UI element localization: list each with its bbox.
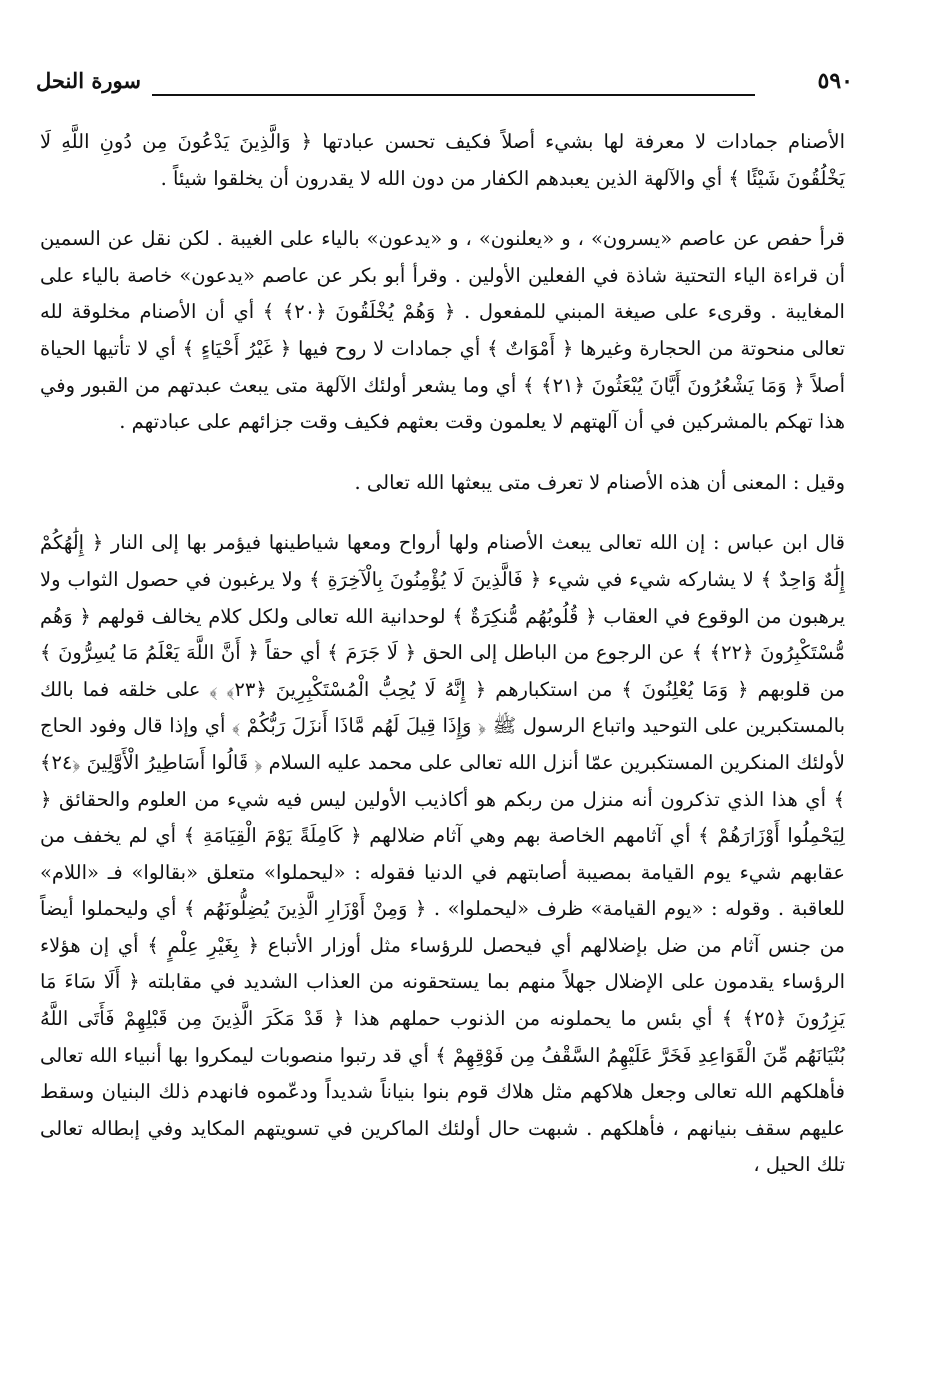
body-text [40,124,845,1200]
header-rule [152,94,755,96]
page-header [36,64,867,104]
surah-title: سورة النحل [36,68,141,93]
paragraph: قرأ حفص عن عاصم «يسرون» ، و «يعلنون» ، و «يدعون» بالياء على الغيبة . لكن نقل عن السمين أن قراءة الياء التحتية شاذة في الفعلين الأولين . وقرأ أبو بكر عن عاصم «يدعون» خاصة بالياء على المغايبة . وقرىء على صيغة المبني للمفعول . ﴿ وَهُمْ يُخْلَقُونَ ﴿٢٠﴾ ﴾ أي أن الأصنام مخلوقة لله تعالى منحوتة من الحجارة وغيرها ﴿ أَمْوَاتٌ ﴾ أي جمادات لا روح فيها ﴿ غَيْرُ أَحْيَاءٍ ﴾ أي لا تأتيها الحياة أصلاً ﴿ وَمَا يَشْعُرُونَ أَيَّانَ يُبْعَثُونَ ﴿٢١﴾ ﴾ أي وما يشعر أولئك الآلهة متى يبعث عبدتهم من القبور وفي هذا تهكم بالمشركين في أن آلهتهم لا يعلمون وقت بعثهم فكيف وقت جزائهم على عبادتهم . [40,227,846,434]
paragraph: وقيل : المعنى أن هذه الأصنام لا تعرف متى يبعثها الله تعالى . [354,470,845,494]
page-number: ٥٩٠ [817,68,853,94]
paragraph: الأصنام جمادات لا معرفة لها بشيء أصلاً فكيف تحسن عبادتها ﴿ وَالَّذِينَ يَدْعُونَ مِن دُونِ اللَّهِ لَا يَخْلُقُونَ شَيْئًا ﴾ أي والآلهة الذين يعبدهم الكفار من دون الله لا يقدرون أن يخلقوا شيئاً . [40,130,845,190]
paragraph: قال ابن عباس : إن الله تعالى يبعث الأصنام ولها أرواح ومعها شياطينها فيؤمر بها إلى النار ﴿ إِلَٰهُكُمْ إِلَٰهٌ وَاحِدٌ ﴾ لا يشاركه شيء في شيء ﴿ فَالَّذِينَ لَا يُؤْمِنُونَ بِالْآخِرَةِ ﴾ ولا يرغبون في حصول الثواب ولا يرهبون من الوقوع في العقاب ﴿ قُلُوبُهُم مُّنكِرَةٌ ﴾ لوحدانية الله تعالى ولكل كلام يخالف قولهم ﴿ وَهُم مُّسْتَكْبِرُونَ ﴿٢٢﴾ ﴾ عن الرجوع من الباطل إلى الحق ﴿ لَا جَرَمَ ﴾ أي حقاً ﴿ أَنَّ اللَّهَ يَعْلَمُ مَا يُسِرُّونَ ﴾ من قلوبهم ﴿ وَمَا يُعْلِنُونَ ﴾ من استكبارهم ﴿ إِنَّهُ لَا يُحِبُّ الْمُسْتَكْبِرِينَ ﴿٢٣﴾ ﴾ على خلقه فما بالك بالمستكبرين على التوحيد واتباع الرسول ﷺ ﴿ وَإِذَا قِيلَ لَهُم مَّاذَا أَنزَلَ رَبُّكُمْ ﴾ أي وإذا قال وفود الحاج لأولئك المنكرين المستكبرين عمّا أنزل الله تعالى على محمد عليه السلام ﴿ قَالُوا أَسَاطِيرُ الْأَوَّلِينَ ﴿٢٤﴾ ﴾ أي هذا الذي تذكرون أنه منزل من ربكم هو أكاذيب الأولين ليس فيه شيء من العلوم والحقائق ﴿ لِيَحْمِلُوا أَوْزَارَهُمْ ﴾ أي آثامهم الخاصة بهم وهي آثام ضلالهم ﴿ كَامِلَةً يَوْمَ الْقِيَامَةِ ﴾ أي لم يخفف من عقابهم شيء يوم القيامة بمصيبة أصابتهم في الدنيا فقوله : «ليحملوا» متعلق «بقالوا» فـ «اللام» للعاقبة . وقوله : «يوم القيامة» ظرف «ليحملوا» . ﴿ وَمِنْ أَوْزَارِ الَّذِينَ يُضِلُّونَهُم ﴾ أي وليحملوا أيضاً من جنس آثام من ضل بإضلالهم أي فيحصل للرؤساء مثل أوزار الأتباع ﴿ بِغَيْرِ عِلْمٍ ﴾ أي إن هؤلاء الرؤساء يقدمون على الإضلال جهلاً منهم بما يستحقونه من العذاب الشديد في مقابلته ﴿ أَلَا سَاءَ مَا يَزِرُونَ ﴿٢٥﴾ ﴾ أي بئس ما يحملونه من الذنوب حملهم هذا ﴿ قَدْ مَكَرَ الَّذِينَ مِن قَبْلِهِمْ فَأَتَى اللَّهُ بُنْيَانَهُم مِّنَ الْقَوَاعِدِ فَخَرَّ عَلَيْهِمُ السَّقْفُ مِن فَوْقِهِمْ ﴾ أي قد رتبوا منصوبات ليمكروا بها أنبياء الله تعالى فأهلكهم الله تعالى وجعل هلاكهم مثل هلاك قوم بنوا بنياناً شديداً ودعّموه فانهدم ذلك البنيان وسقط عليهم سقف بنيانهم ، فأهلكهم . شبهت حال أولئك الماكرين في تسويتهم المكايد وفي إبطاله تعالى تلك الحيل ، [40,531,846,1177]
